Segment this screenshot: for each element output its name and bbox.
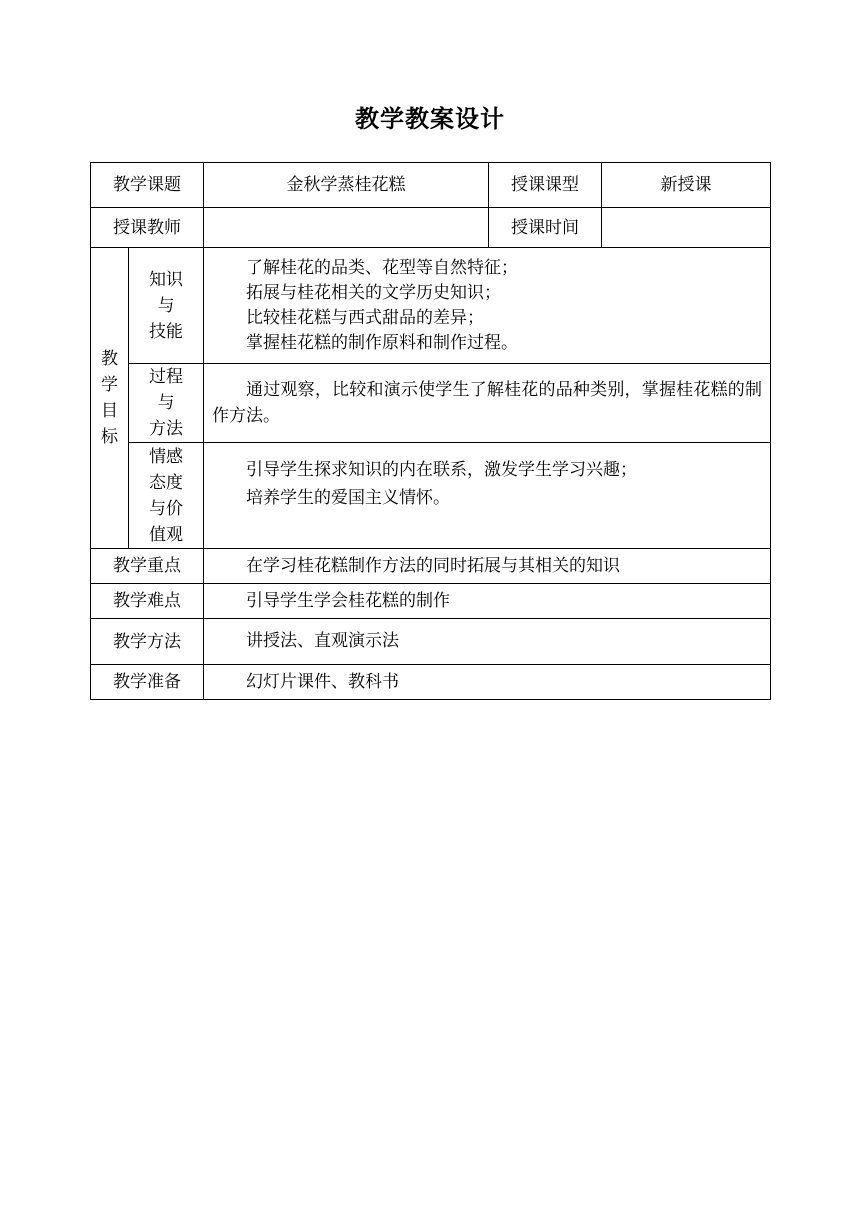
knowledge-item: 掌握桂花糕的制作原料和制作过程。 [246, 332, 518, 353]
table-row-method [91, 619, 771, 665]
preparation-value [204, 665, 771, 700]
table-row-difficulty [91, 584, 771, 619]
table-row-course [91, 163, 771, 208]
knowledge-content [204, 248, 771, 364]
knowledge-item: 了解桂花的品类、花型等自然特征； [246, 257, 518, 278]
process-content [204, 364, 771, 443]
difficulty-text: 引导学生学会桂花糕的制作 [246, 590, 450, 611]
process-label [129, 364, 204, 443]
key-point-text: 在学习桂花糕制作方法的同时拓展与其相关的知识 [246, 555, 620, 576]
objectives-label-char: 目 [101, 401, 118, 421]
process-label-line: 方法 [149, 419, 183, 439]
objectives-label [91, 248, 129, 549]
document-title: 教学教案设计 [355, 104, 505, 133]
lesson-type-label: 授课课型 [489, 163, 602, 208]
knowledge-label [129, 248, 204, 364]
emotion-label [129, 443, 204, 549]
objectives-label-char: 标 [101, 427, 118, 447]
emotion-label-line: 态度 [149, 472, 183, 493]
lesson-time-value [602, 208, 771, 248]
lesson-time-label: 授课时间 [489, 208, 602, 248]
emotion-item: 引导学生探求知识的内在联系，激发学生学习兴趣； [246, 460, 637, 480]
knowledge-item: 比较桂花糕与西式甜品的差异； [246, 307, 484, 328]
objectives-label-char: 教 [101, 349, 118, 369]
objectives-label-char: 学 [101, 375, 118, 395]
emotion-content [204, 443, 771, 549]
process-label-line: 过程 [149, 367, 183, 387]
emotion-item: 培养学生的爱国主义情怀。 [246, 488, 450, 508]
key-point-value [204, 549, 771, 584]
topic-value: 金秋学蒸桂花糕 [204, 163, 489, 208]
emotion-label-line: 与价 [149, 498, 183, 519]
method-value [204, 619, 771, 665]
preparation-text: 幻灯片课件、教科书 [246, 671, 399, 692]
method-label: 教学方法 [91, 619, 204, 665]
knowledge-label-line: 技能 [149, 321, 183, 342]
teacher-value [204, 208, 489, 248]
table-row-objective-emotion [91, 443, 771, 549]
table-row-teacher [91, 208, 771, 248]
lesson-plan-table [90, 162, 771, 700]
process-label-line: 与 [157, 393, 175, 413]
knowledge-item: 拓展与桂花相关的文学历史知识； [246, 282, 501, 303]
difficulty-value [204, 584, 771, 619]
table-row-preparation [91, 665, 771, 700]
process-text: 通过观察，比较和演示使学生了解桂花的品种类别，掌握桂花糕的制作方法。 [212, 380, 762, 426]
preparation-label: 教学准备 [91, 665, 204, 700]
emotion-label-line: 值观 [149, 524, 183, 545]
knowledge-label-line: 与 [157, 295, 175, 316]
teacher-label: 授课教师 [91, 208, 204, 248]
method-text: 讲授法、直观演示法 [246, 631, 399, 651]
table-row-objective-process [91, 364, 771, 443]
topic-label: 教学课题 [91, 163, 204, 208]
table-row-objective-knowledge [91, 248, 771, 364]
key-point-label: 教学重点 [91, 549, 204, 584]
lesson-type-value: 新授课 [602, 163, 771, 208]
difficulty-label: 教学难点 [91, 584, 204, 619]
table-row-key-point [91, 549, 771, 584]
knowledge-label-line: 知识 [149, 269, 183, 290]
emotion-label-line: 情感 [149, 446, 183, 467]
